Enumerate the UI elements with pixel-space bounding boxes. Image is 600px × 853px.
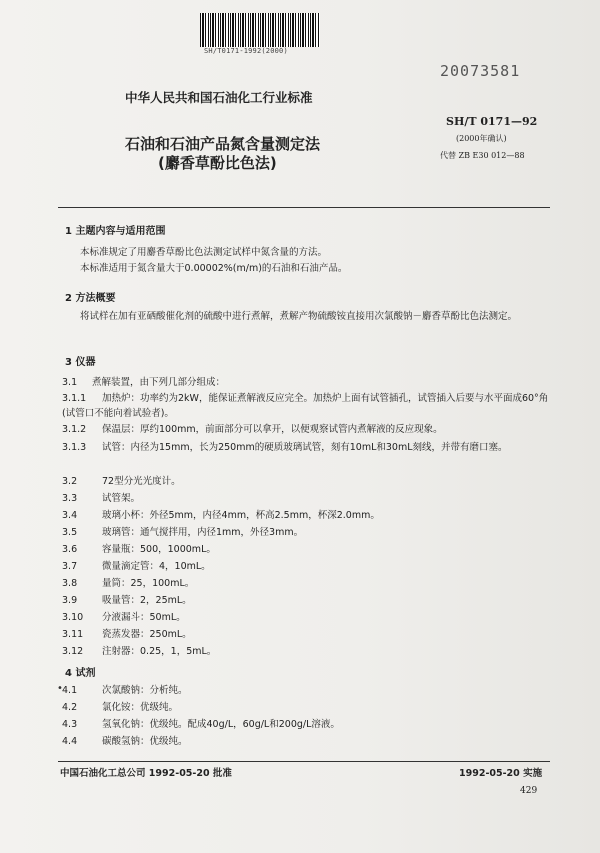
footer-divider <box>58 761 550 762</box>
section-2-paragraph: 将试样在加有亚硒酸催化剂的硫酸中进行煮解，煮解产物硫酸铵直接用次氯酸钠－麝香草酚比色法测定。 <box>80 311 518 322</box>
replaces-note: 代替 ZB E30 012—88 <box>440 151 525 160</box>
list-item: 3.12 注射器：0.25，1，5mL。 <box>62 646 217 657</box>
list-item: 4.4 碳酸氢钠：优级纯。 <box>62 736 188 747</box>
section-1-paragraph-1: 本标准规定了用麝香草酚比色法测定试样中氮含量的方法。 <box>80 247 328 258</box>
header-divider <box>58 207 550 208</box>
list-item: 3.1.3 试管：内径为15mm，长为250mm的硬质玻璃试管，刻有10mL和30mL刻线，并带有磨口塞。 <box>62 442 508 453</box>
list-item: 4.3 氢氧化钠：优级纯。配成40g/L，60g/L和200g/L溶液。 <box>62 719 340 730</box>
list-item: 3.5 玻璃管：通气搅拌用，内径1mm，外径3mm。 <box>62 527 304 538</box>
list-item: 3.2 72型分光光度计。 <box>62 476 181 487</box>
section-heading-2: 2 方法概要 <box>65 293 116 304</box>
list-item: 3.3 试管架。 <box>62 493 141 504</box>
list-item: 3.1.1 加热炉：功率约为2kW，能保证煮解液反应完全。加热炉上面有试管插孔，试管插入后要与水平面成60°角(试管口不能向着试验者)。 <box>62 393 549 419</box>
stamp-number: 20073581 <box>440 62 521 80</box>
page-number: 429 <box>520 786 538 796</box>
scan-mark: • <box>57 683 63 694</box>
approval-note: 中国石油化工总公司 1992-05-20 批准 <box>60 768 232 779</box>
list-item: 3.1 煮解装置，由下列几部分组成： <box>62 377 226 388</box>
list-item: 4.1 次氯酸钠：分析纯。 <box>62 685 188 696</box>
list-item: 3.6 容量瓶：500，1000mL。 <box>62 544 216 555</box>
list-item: 3.9 吸量管：2，25mL。 <box>62 595 192 606</box>
list-item: 3.1.2 保温层：厚约100mm，前面部分可以拿开，以便观察试管内煮解液的反应现象。 <box>62 424 443 435</box>
standard-code: SH/T 0171—92 <box>446 115 538 128</box>
list-item: 3.8 量筒：25，100mL。 <box>62 578 195 589</box>
list-item: 4.2 氯化铵：优级纯。 <box>62 702 179 713</box>
document-title: 石油和石油产品氮含量测定法 <box>125 135 321 153</box>
section-heading-1: 1 主题内容与适用范围 <box>65 226 166 237</box>
section-heading-4: 4 试剂 <box>65 668 96 679</box>
section-1-paragraph-2: 本标准适用于氮含量大于0.00002%(m/m)的石油和石油产品。 <box>80 263 348 274</box>
list-item: 3.4 玻璃小杯：外径5mm，内径4mm，杯高2.5mm，杯深2.0mm。 <box>62 510 380 521</box>
section-heading-3: 3 仪器 <box>65 357 96 368</box>
effective-date: 1992-05-20 实施 <box>459 768 543 779</box>
organization-name: 中华人民共和国石油化工行业标准 <box>125 90 313 105</box>
list-item: 3.10 分液漏斗：50mL。 <box>62 612 186 623</box>
list-item: 3.7 微量滴定管：4，10mL。 <box>62 561 211 572</box>
barcode <box>200 13 320 47</box>
reaffirmed-note: (2000年确认) <box>456 134 507 143</box>
document-subtitle: (麝香草酚比色法) <box>158 154 277 172</box>
list-item: 3.11 瓷蒸发器：250mL。 <box>62 629 192 640</box>
barcode-caption: SH/T0171-1992(2000) <box>204 47 288 55</box>
